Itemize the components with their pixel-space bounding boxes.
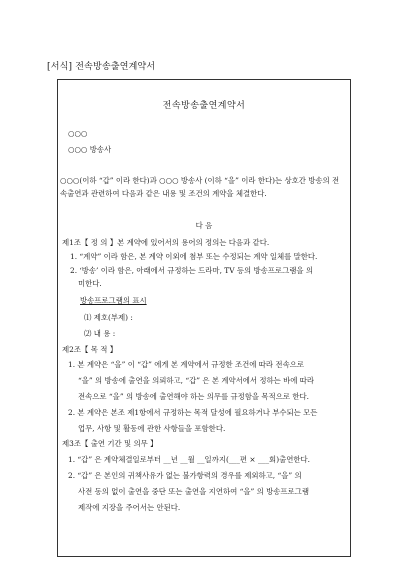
article-3-heading: 제3조【 출연 기간 및 의무 】 xyxy=(62,439,158,448)
program-title-field: ⑴ 제호(부제) : xyxy=(84,313,133,322)
article-3-item-2-line-1: 2. “갑” 은 본인의 귀책사유가 없는 불가항력의 경우를 제외하고, “을” 의 xyxy=(68,471,302,480)
contract-document xyxy=(57,79,351,557)
article-2-item-1-line-2: “을” 의 방송에 출연을 의뢰하고, “갑” 은 본 계약서에서 정하는 바에 따라 xyxy=(78,376,315,385)
intro-paragraph: ○○○(이하 “갑” 이라 한다)과 ○○○ 방송사 (이하 “을” 이라 한다)는 상호간 방송의 전속출연과 관련하여 다음과 같은 내용 및 조건의 계약을 체결한다. xyxy=(60,176,340,198)
article-2-heading: 제2조【 목 적 】 xyxy=(62,345,118,354)
dahum-heading: 다 음 xyxy=(195,221,213,230)
party-1-name: ○○○ xyxy=(68,129,88,138)
article-3-item-2-line-3: 제작에 지장을 주어서는 안된다. xyxy=(78,503,181,512)
program-display-label: 방송프로그램의 표시 xyxy=(80,296,147,305)
article-3-item-2-line-2: 사전 동의 없이 출연을 중단 또는 출연을 지연하여 “을” 의 방송프로그램 xyxy=(78,487,309,496)
article-2-item-1-line-1: 1. 본 계약은 “을” 이 “갑” 에게 본 계약에서 규정한 조건에 따라 전속으로 xyxy=(68,360,304,369)
article-3-item-1: 1. “갑” 은 계약체결일로부터 __년 __월 __일까지(___편 × ___회)출연한다. xyxy=(68,455,310,464)
party-2-name: ○○○ 방송사 xyxy=(68,145,112,154)
article-1-item-2-line-2: 미한다. xyxy=(78,279,102,288)
article-1-item-1: 1. “계약” 이라 함은, 본 계약 이외에 첨부 또는 수정되는 계약 일체를 말한다. xyxy=(70,252,318,261)
article-1-item-2-line-1: 2. ‘방송’ 이라 함은, 아래에서 규정하는 드라마, TV 등의 방송프로그램을 의 xyxy=(70,266,313,275)
article-2-item-1-line-3: 전속으로 “을” 의 방송에 출연해야 하는 의무를 규정함을 목적으로 한다. xyxy=(78,392,309,401)
article-2-item-2-line-2: 업무, 사항 및 활동에 관한 사항들을 포함한다. xyxy=(78,424,226,433)
article-1-heading: 제1조【 정 의 】본 계약에 있어서의 용어의 정의는 다음과 같다. xyxy=(62,238,270,247)
program-content-field: ⑵ 내 용 : xyxy=(84,329,116,338)
form-caption: [서식] 전속방송출연계약서 xyxy=(47,62,156,72)
article-2-item-2-line-1: 2. 본 계약은 본조 제1항에서 규정하는 목적 달성에 필요하거나 부수되는 모든 xyxy=(68,408,318,417)
contract-title: 전속방송출연계약서 xyxy=(162,101,246,111)
